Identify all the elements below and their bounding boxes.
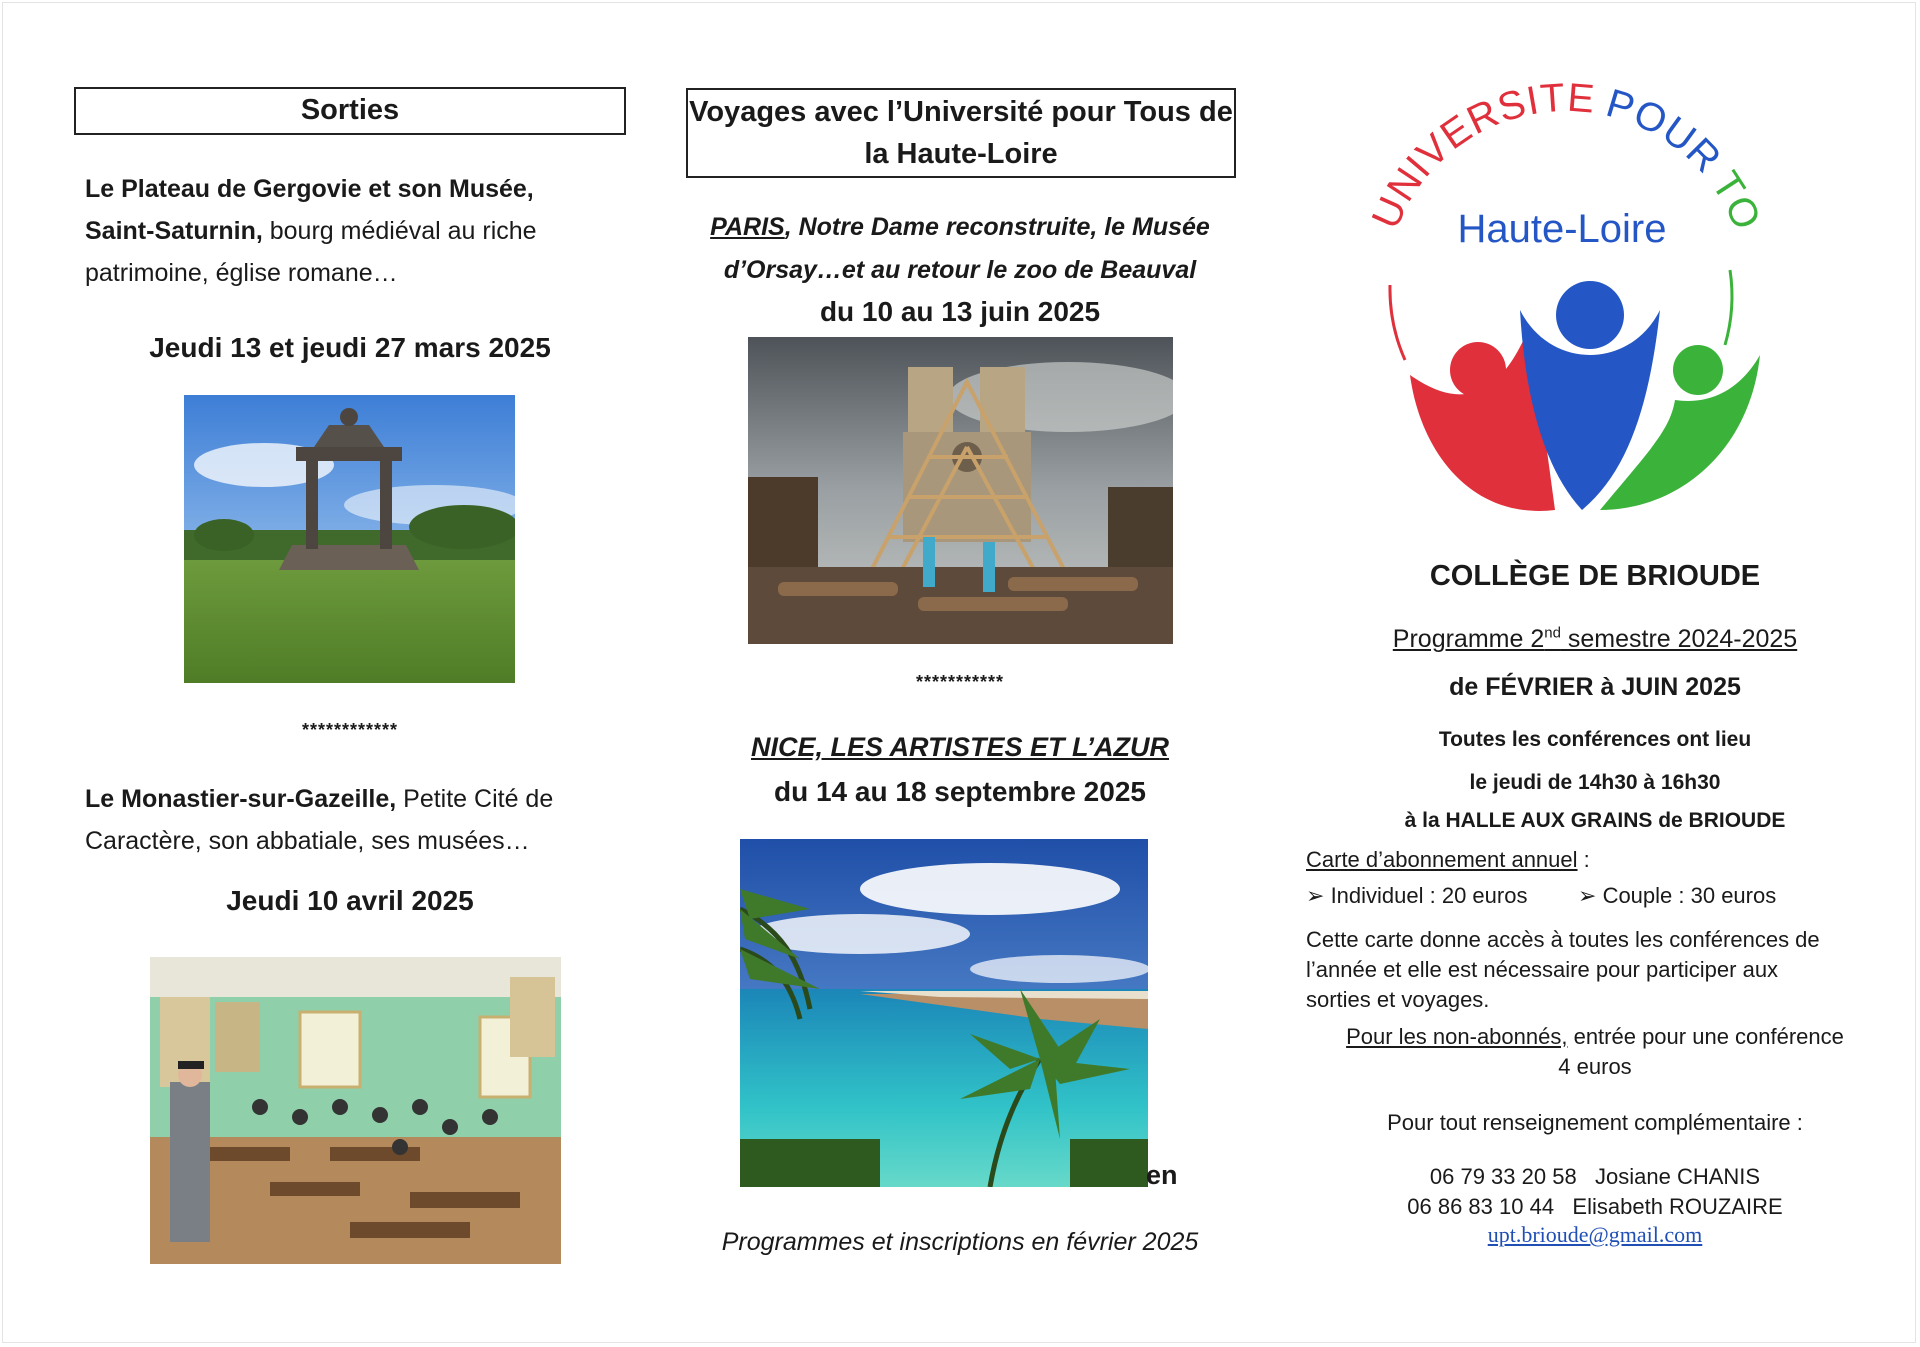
classroom-photo: [150, 957, 561, 1264]
contact-1-name: Josiane CHANIS: [1595, 1164, 1761, 1189]
contact-2-name: Elisabeth ROUZAIRE: [1572, 1194, 1783, 1219]
gergovie-monument-photo: [184, 395, 515, 683]
right-column: [1270, 0, 1920, 1347]
voyages-title-box: [686, 88, 1236, 178]
card-title-text: Carte d’abonnement annuel: [1306, 847, 1578, 872]
notre-dame-photo: [748, 337, 1173, 644]
conf-line-2: le jeudi de 14h30 à 16h30: [1469, 771, 1721, 794]
card-description: [1306, 925, 1906, 1015]
programme-period: de FÉVRIER à JUIN 2025: [1449, 673, 1741, 701]
contact-2-phone: 06 86 83 10 44: [1407, 1194, 1555, 1219]
upt-logo: [1320, 70, 1800, 540]
logo-region: Haute-Loire: [1457, 207, 1667, 251]
middle-separator: ***********: [915, 672, 1005, 692]
outing-monastier-desc-1: Petite Cité de: [396, 785, 554, 813]
trip-paris-line-1: , Notre Dame reconstruite, le Musée: [784, 213, 1210, 241]
card-desc-line-1: Cette carte donne accès à toutes les conférences de: [1306, 927, 1820, 952]
non-subscriber-label: Pour les non-abonnés,: [1346, 1024, 1568, 1049]
contact-2: [1270, 1194, 1920, 1220]
outing-monastier-text: [85, 778, 655, 862]
price-couple: [1578, 883, 1776, 909]
price-couple-text: Couple : 30 euros: [1602, 883, 1777, 908]
trip-nice-title: [650, 726, 1270, 769]
contact-email: [1270, 1222, 1920, 1248]
voyages-title-line-1: Voyages avec l’Université pour Tous de: [689, 96, 1233, 128]
email-link[interactable]: upt.brioude@gmail.com: [1487, 1222, 1703, 1247]
non-subscriber-rest: entrée pour une conférence: [1567, 1024, 1844, 1049]
card-title: [1306, 847, 1590, 873]
logo-word-pour: POUR: [1601, 81, 1730, 182]
trip-paris-city: PARIS: [710, 213, 785, 241]
middle-footer: Programmes et inscriptions en février 2025: [721, 1228, 1199, 1256]
card-desc-line-3: sorties et voyages.: [1306, 987, 1490, 1012]
contact-1-phone: 06 79 33 20 58: [1429, 1164, 1577, 1189]
card-desc-line-2: l’année et elle est nécessaire pour participer aux: [1306, 957, 1779, 982]
logo-word-universite: UNIVERSITE: [1363, 75, 1597, 235]
college-name: COLLÈGE DE BRIOUDE: [1429, 560, 1761, 592]
outing-monastier-date: Jeudi 10 avril 2025: [226, 885, 474, 916]
trip-paris-date: du 10 au 13 juin 2025: [819, 296, 1101, 327]
outing-gergovie-desc-1: bourg médiéval au riche: [262, 217, 537, 245]
trip-paris-line-2: d’Orsay…et au retour le zoo de Beauval: [723, 256, 1197, 284]
outing-gergovie-desc-2: patrimoine, église romane…: [85, 259, 398, 287]
programme-prefix: Programme 2: [1392, 625, 1545, 654]
outing-gergovie-name: Le Plateau de Gergovie et son Musée,: [85, 175, 534, 203]
left-separator: ************: [301, 720, 399, 740]
non-subscriber-info: [1270, 1022, 1920, 1082]
arrow-bullet-icon: ➢: [1306, 883, 1325, 908]
programme-line: [1270, 625, 1920, 654]
outing-gergovie-text: [85, 168, 645, 294]
outing-monastier-desc-2: Caractère, son abbatiale, ses musées…: [85, 827, 530, 855]
conf-line-1: Toutes les conférences ont lieu: [1438, 728, 1752, 751]
trip-nice-title-text: NICE, LES ARTISTES ET L’AZUR: [750, 732, 1170, 762]
trip-nice-trailing-text: en: [1146, 1160, 1178, 1190]
trip-nice-date: du 14 au 18 septembre 2025: [774, 776, 1146, 807]
sorties-title: Sorties: [74, 87, 626, 135]
price-individual-text: Individuel : 20 euros: [1330, 883, 1528, 908]
voyages-title-line-2: la Haute-Loire: [864, 138, 1058, 170]
card-title-colon: :: [1577, 847, 1590, 872]
programme-suffix: semestre 2024-2025: [1560, 625, 1798, 654]
info-line: Pour tout renseignement complémentaire :: [1387, 1110, 1803, 1135]
logo-word-tous: TO: [1702, 164, 1770, 237]
price-individual: [1306, 883, 1527, 909]
middle-column: [650, 0, 1270, 1347]
nice-coast-photo: [740, 839, 1148, 1187]
arrow-bullet-icon: ➢: [1578, 883, 1597, 908]
outing-monastier-name: Le Monastier-sur-Gazeille,: [85, 785, 397, 813]
trip-paris-title: [650, 206, 1270, 292]
outing-saint-saturnin-name: Saint-Saturnin,: [85, 217, 263, 245]
non-subscriber-price: 4 euros: [1558, 1054, 1632, 1079]
programme-sup: nd: [1544, 625, 1561, 642]
left-column: [0, 0, 650, 1347]
outing-gergovie-date: Jeudi 13 et jeudi 27 mars 2025: [149, 332, 551, 363]
contact-1: [1270, 1164, 1920, 1190]
conf-line-3: à la HALLE AUX GRAINS de BRIOUDE: [1404, 809, 1786, 832]
